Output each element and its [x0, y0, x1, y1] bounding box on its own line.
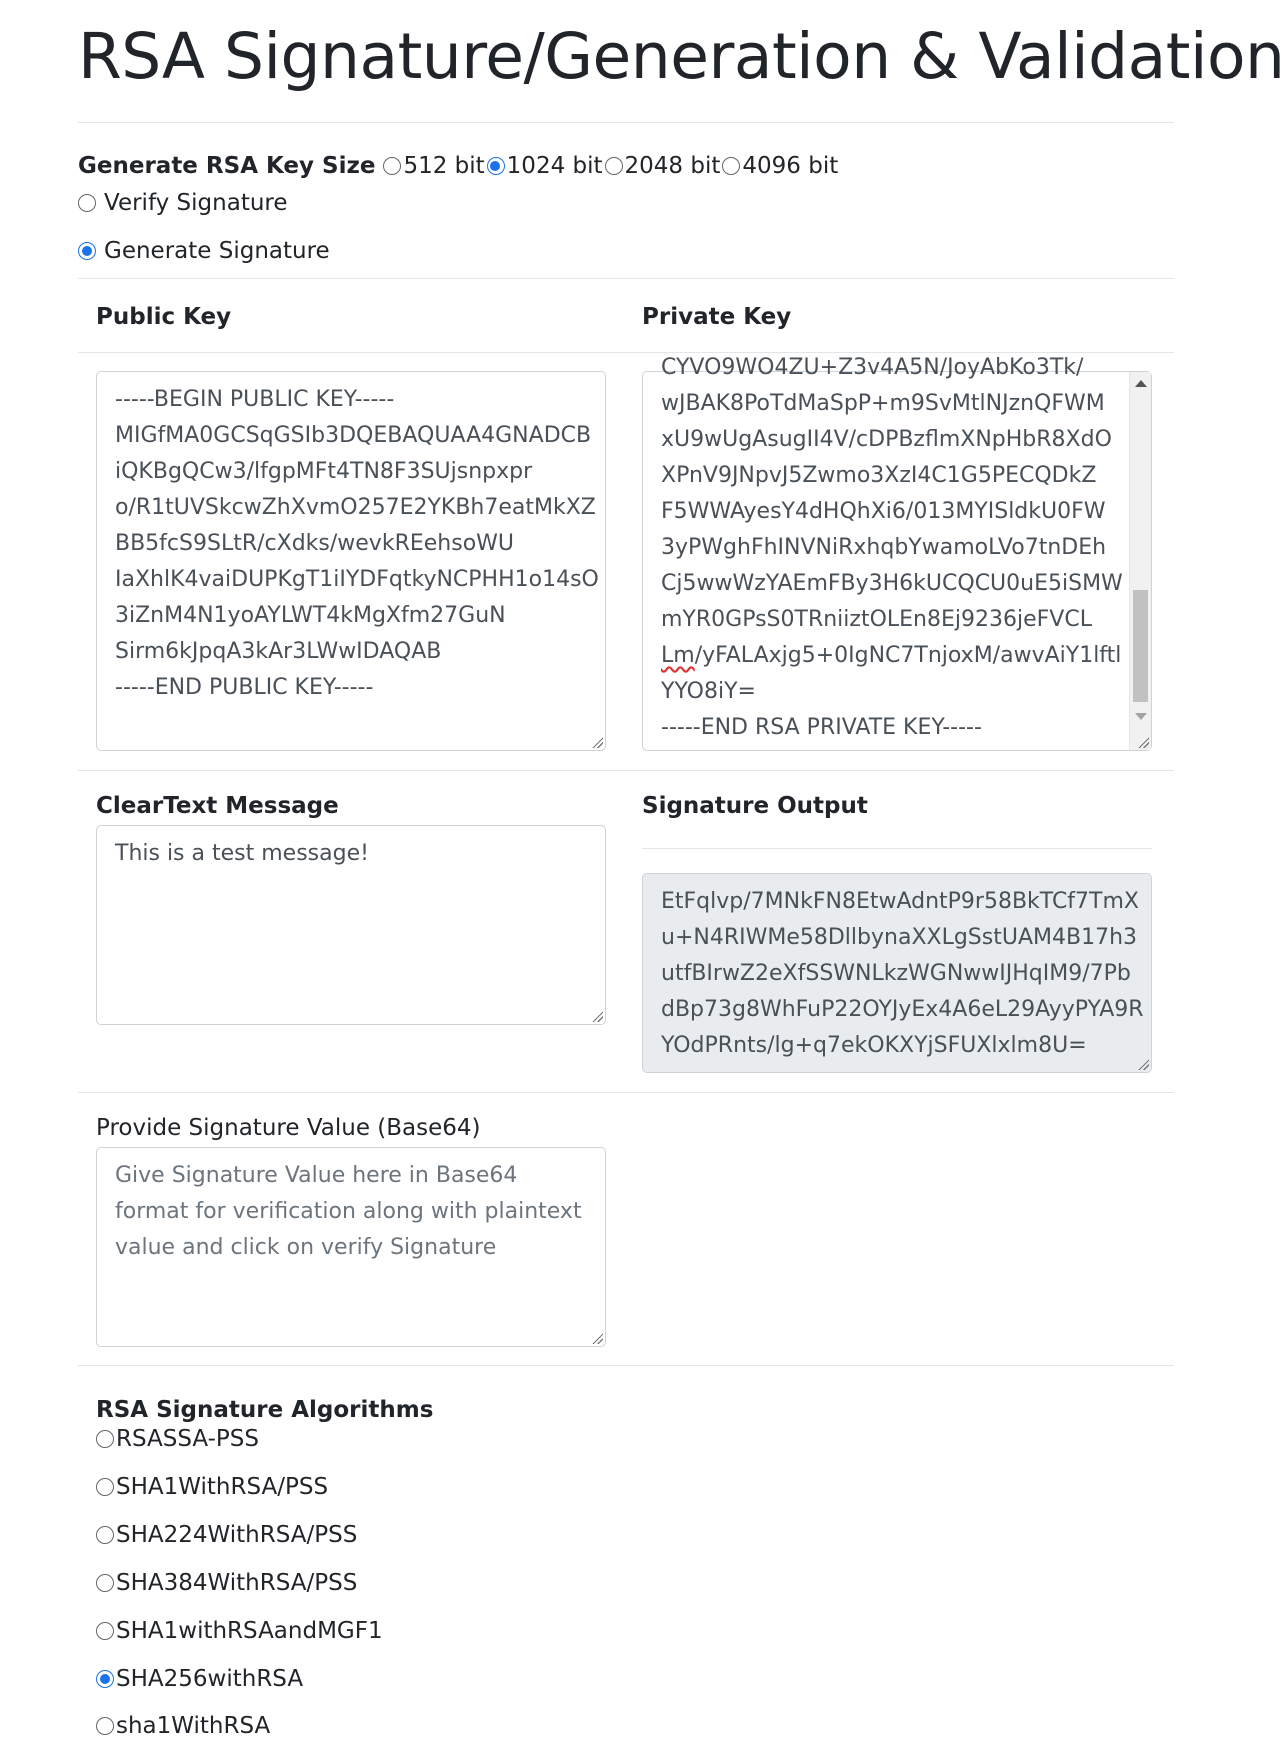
private-key-label: Private Key: [642, 304, 792, 330]
radio-alg[interactable]: [96, 1717, 114, 1735]
alg-sha1withrsaandmgf1[interactable]: SHA1withRSAandMGF1: [96, 1618, 383, 1644]
signature-output-textarea: [642, 873, 1152, 1073]
public-key-textarea[interactable]: [96, 371, 606, 751]
radio-1024[interactable]: [487, 157, 505, 175]
cleartext-label: ClearText Message: [96, 793, 339, 819]
public-key-line: 3iZnM4N1yoAYLWT4kMgXfm27GuN: [115, 603, 506, 628]
radio-alg[interactable]: [96, 1430, 114, 1448]
private-key-line: mYR0GPsS0TRniiztOLEn8Ej9236jeFVCL: [661, 607, 1092, 632]
private-key-line: 3yPWghFhINVNiRxhqbYwamoLVo7tnDEh: [661, 535, 1107, 560]
divider: [78, 122, 1174, 123]
signature-output-line: dBp73g8WhFuP22OYJyEx4A6eL29AyyPYA9R: [661, 997, 1144, 1022]
resize-handle[interactable]: [1137, 736, 1149, 748]
radio-alg[interactable]: [96, 1622, 114, 1640]
scrollbar-thumb[interactable]: [1133, 590, 1148, 702]
signature-input[interactable]: [96, 1147, 606, 1347]
divider: [78, 1092, 1174, 1093]
divider: [78, 278, 1174, 279]
scroll-down-icon[interactable]: [1135, 713, 1147, 720]
alg-sha256withrsa[interactable]: SHA256withRSA: [96, 1666, 303, 1692]
key-size-2048[interactable]: 2048 bit: [605, 153, 721, 179]
public-key-line: -----END PUBLIC KEY-----: [115, 675, 374, 700]
key-size-4096[interactable]: 4096 bit: [722, 153, 838, 179]
public-key-line: BB5fcS9SLtR/cXdks/wevkREehsoWU: [115, 531, 515, 556]
private-key-line: F5WWAyesY4dHQhXi6/013MYISldkU0FW: [661, 499, 1106, 524]
signature-input-placeholder: Give Signature Value here in Base64 format for verification along with plaintext value and click on verify Signature: [115, 1163, 582, 1260]
key-size-group: [78, 153, 840, 179]
private-key-line: wJBAK8PoTdMaSpP+m9SvMtlNJznQFWM: [661, 391, 1105, 416]
key-size-1024[interactable]: 1024 bit: [487, 153, 603, 179]
public-key-line: -----BEGIN PUBLIC KEY-----: [115, 387, 395, 412]
resize-handle[interactable]: [591, 1332, 603, 1344]
resize-handle[interactable]: [1137, 1058, 1149, 1070]
page-title: RSA Signature/Generation & Validation: [78, 20, 1284, 93]
signature-output-line: EtFqlvp/7MNkFN8EtwAdntP9r58BkTCf7TmX: [661, 889, 1139, 914]
alg-sha224withrsa-pss[interactable]: SHA224WithRSA/PSS: [96, 1522, 357, 1548]
alg-sha1withrsa-pss[interactable]: SHA1WithRSA/PSS: [96, 1474, 328, 1500]
signature-output-line: utfBIrwZ2eXfSSWNLkzWGNwwIJHqIM9/7Pb: [661, 961, 1131, 986]
radio-alg[interactable]: [96, 1574, 114, 1592]
radio-alg-selected[interactable]: [96, 1670, 114, 1688]
private-key-line: Cj5wwWzYAEmFBy3H6kUCQCU0uE5iSMW: [661, 571, 1123, 596]
mode-verify-signature[interactable]: Verify Signature: [78, 190, 288, 216]
public-key-line: o/R1tUVSkcwZhXvmO257E2YKBh7eatMkXZ: [115, 495, 596, 520]
private-key-line: xU9wUgAsugII4V/cDPBzflmXNpHbR8XdO: [661, 427, 1112, 452]
cleartext-value: This is a test message!: [115, 841, 369, 866]
provide-signature-label: Provide Signature Value (Base64): [96, 1115, 481, 1141]
radio-2048[interactable]: [605, 157, 623, 175]
resize-handle[interactable]: [591, 1010, 603, 1022]
algorithms-label: RSA Signature Algorithms: [96, 1397, 434, 1423]
radio-512[interactable]: [383, 157, 401, 175]
key-size-label: Generate RSA Key Size: [78, 153, 376, 179]
radio-4096[interactable]: [722, 157, 740, 175]
public-key-label: Public Key: [96, 304, 232, 330]
mode-generate-signature[interactable]: Generate Signature: [78, 238, 330, 264]
private-key-scrollbar[interactable]: [1129, 372, 1151, 750]
public-key-line: Sirm6kJpqA3kAr3LWwIDAQAB: [115, 639, 442, 664]
signature-output-label: Signature Output: [642, 793, 868, 819]
radio-verify[interactable]: [78, 194, 96, 212]
divider: [642, 848, 1152, 849]
divider: [78, 770, 1174, 771]
divider: [78, 1365, 1174, 1366]
radio-alg[interactable]: [96, 1526, 114, 1544]
public-key-line: MIGfMA0GCSqGSIb3DQEBAQUAA4GNADCB: [115, 423, 592, 448]
public-key-line: IaXhlK4vaiDUPKgT1iIYDFqtkyNCPHH1o14sO: [115, 567, 599, 592]
private-key-line-partial: CYVO9WO4ZU+Z3v4A5N/JoyAbKo3Tk/: [661, 355, 1084, 380]
alg-rsassa-pss[interactable]: RSASSA-PSS: [96, 1426, 259, 1452]
resize-handle[interactable]: [591, 736, 603, 748]
alg-sha384withrsa-pss[interactable]: SHA384WithRSA/PSS: [96, 1570, 357, 1596]
signature-output-line: YOdPRnts/lg+q7ekOKXYjSFUXlxlm8U=: [661, 1033, 1087, 1058]
private-key-line: YYO8iY=: [661, 679, 756, 704]
private-key-line: Lm/yFALAxjg5+0IgNC7TnjoxM/awvAiY1lftl: [661, 643, 1122, 668]
private-key-line: -----END RSA PRIVATE KEY-----: [661, 715, 982, 740]
key-size-512[interactable]: 512 bit: [383, 153, 484, 179]
scroll-up-icon[interactable]: [1135, 380, 1147, 387]
spellcheck-word: Lm: [661, 643, 695, 668]
radio-alg[interactable]: [96, 1478, 114, 1496]
signature-output-line: u+N4RIWMe58DllbynaXXLgSstUAM4B17h3: [661, 925, 1138, 950]
alg-sha1withrsa[interactable]: sha1WithRSA: [96, 1713, 270, 1739]
cleartext-textarea[interactable]: [96, 825, 606, 1025]
radio-generate[interactable]: [78, 242, 96, 260]
public-key-line: iQKBgQCw3/lfgpMFt4TN8F3SUjsnpxpr: [115, 459, 533, 484]
private-key-textarea[interactable]: [642, 355, 1152, 751]
private-key-line: XPnV9JNpvJ5Zwmo3XzI4C1G5PECQDkZ: [661, 463, 1097, 488]
